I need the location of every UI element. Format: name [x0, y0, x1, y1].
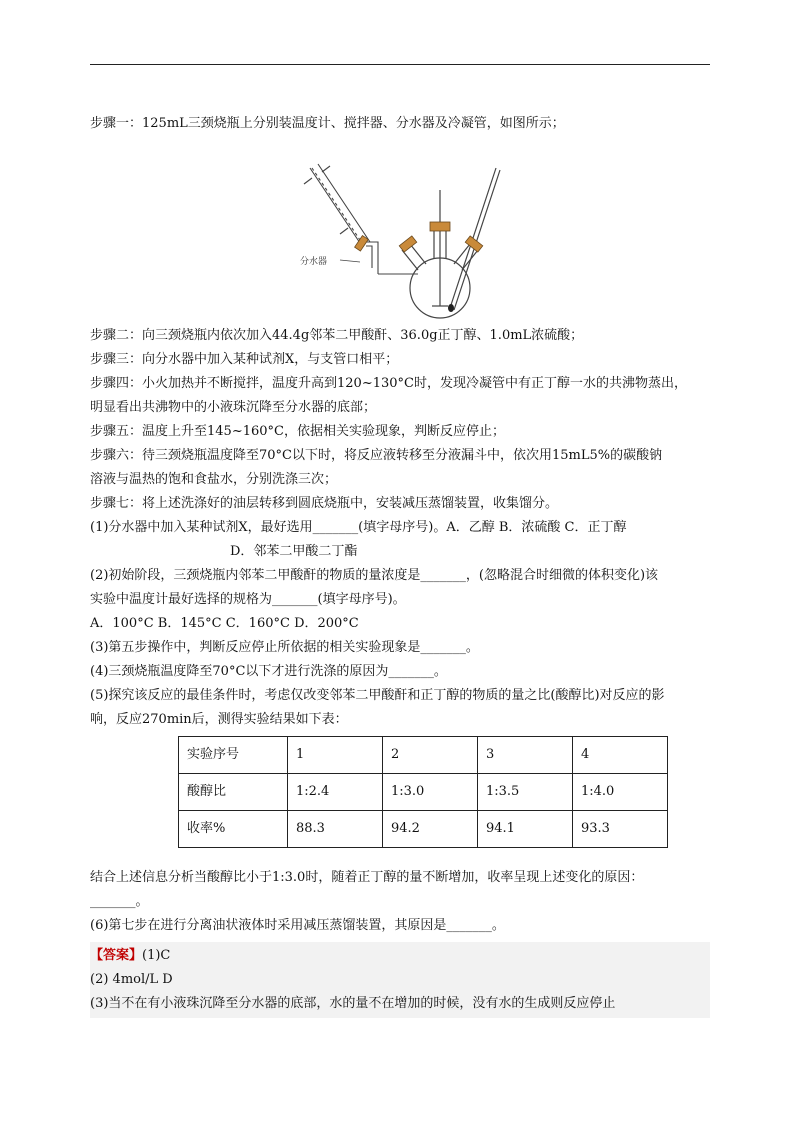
step-6-line-2: 溶液与温热的饱和食盐水，分别洗涤三次； — [90, 472, 338, 487]
table-cell: 酸醇比 — [179, 774, 288, 811]
question-2-line-1: (2)初始阶段，三颈烧瓶内邻苯二甲酸酐的物质的量浓度是_______，(忽略混合时细微的体积变化)该 — [90, 568, 659, 583]
table-cell: 94.2 — [383, 811, 478, 848]
table-cell: 4 — [573, 737, 668, 774]
question-1: (1)分水器中加入某种试剂X，最好选用_______(填字母序号)。A．乙醇 B．浓硫酸 C．正丁醇 — [90, 520, 627, 535]
three-neck-flask-diagram — [300, 138, 540, 322]
question-2-options: A．100°C B．145°C C．160°C D．200°C — [90, 616, 359, 631]
step-4-line-1: 步骤四：小火加热并不断搅拌，温度升高到120~130°C时，发现冷凝管中有正丁醇一水的共沸物蒸出， — [90, 376, 687, 391]
answer-block — [90, 942, 710, 1018]
step-1: 步骤一：125mL三颈烧瓶上分别装温度计、搅拌器、分水器及冷凝管，如图所示； — [90, 116, 565, 131]
table-cell: 收率% — [179, 811, 288, 848]
results-table — [178, 736, 668, 848]
table-cell: 1:4.0 — [573, 774, 668, 811]
question-1-option-d: D．邻苯二甲酸二丁酯 — [230, 544, 358, 559]
answer-tag: 【答案】 — [90, 948, 143, 963]
table-row — [179, 774, 668, 811]
step-3: 步骤三：向分水器中加入某种试剂X，与支管口相平； — [90, 352, 399, 367]
document-body — [90, 112, 710, 1018]
table-cell: 1:3.0 — [383, 774, 478, 811]
question-3: (3)第五步操作中，判断反应停止所依据的相关实验现象是_______。 — [90, 640, 479, 655]
table-cell: 88.3 — [288, 811, 383, 848]
table-cell: 实验序号 — [179, 737, 288, 774]
answer-3: (3)当不在有小液珠沉降至分水器的底部，水的量不在增加的时候，没有水的生成则反应停止 — [90, 996, 616, 1011]
apparatus-figure — [90, 136, 710, 324]
question-4: (4)三颈烧瓶温度降至70°C以下才进行洗涤的原因为_______。 — [90, 664, 447, 679]
spacer — [90, 852, 710, 866]
question-2-line-2: 实验中温度计最好选择的规格为_______(填字母序号)。 — [90, 592, 406, 607]
step-2: 步骤二：向三颈烧瓶内依次加入44.4g邻苯二甲酸酐、36.0g正丁醇、1.0mL浓硫酸； — [90, 328, 584, 343]
table-cell: 93.3 — [573, 811, 668, 848]
question-6: (6)第七步在进行分离油状液体时采用减压蒸馏装置，其原因是_______。 — [90, 918, 505, 933]
answer-1-text: (1)C — [142, 948, 171, 963]
answer-2: (2) 4mol/L D — [90, 972, 173, 987]
table-cell: 1:2.4 — [288, 774, 383, 811]
table-cell: 94.1 — [478, 811, 573, 848]
header-rule — [90, 64, 710, 65]
table-cell: 1 — [288, 737, 383, 774]
separator-label: 分水器 — [300, 257, 328, 267]
table-cell: 3 — [478, 737, 573, 774]
step-4-line-2: 明显看出共沸物中的小液珠沉降至分水器的底部； — [90, 400, 377, 415]
step-7: 步骤七：将上述洗涤好的油层转移到圆底烧瓶中，安装减压蒸馏装置，收集馏分。 — [90, 496, 559, 511]
table-cell: 2 — [383, 737, 478, 774]
question-5-after-line-1: 结合上述信息分析当酸醇比小于1:3.0时，随着正丁醇的量不断增加，收率呈现上述变化的原因： — [90, 870, 644, 885]
step-5: 步骤五：温度上升至145~160°C，依据相关实验现象，判断反应停止； — [90, 424, 505, 439]
table-cell: 1:3.5 — [478, 774, 573, 811]
step-6-line-1: 步骤六：待三颈烧瓶温度降至70°C以下时，将反应液转移至分液漏斗中，依次用15mL5%的碳酸钠 — [90, 448, 663, 463]
table-row — [179, 737, 668, 774]
question-5-after-line-2: _______。 — [90, 894, 149, 909]
question-5-line-2: 响，反应270min后，测得实验结果如下表： — [90, 712, 348, 727]
question-5-line-1: (5)探究该反应的最佳条件时，考虑仅改变邻苯二甲酸酐和正丁醇的物质的量之比(酸醇比)对反应的影 — [90, 688, 665, 703]
table-row — [179, 811, 668, 848]
answer-1 — [90, 944, 710, 968]
